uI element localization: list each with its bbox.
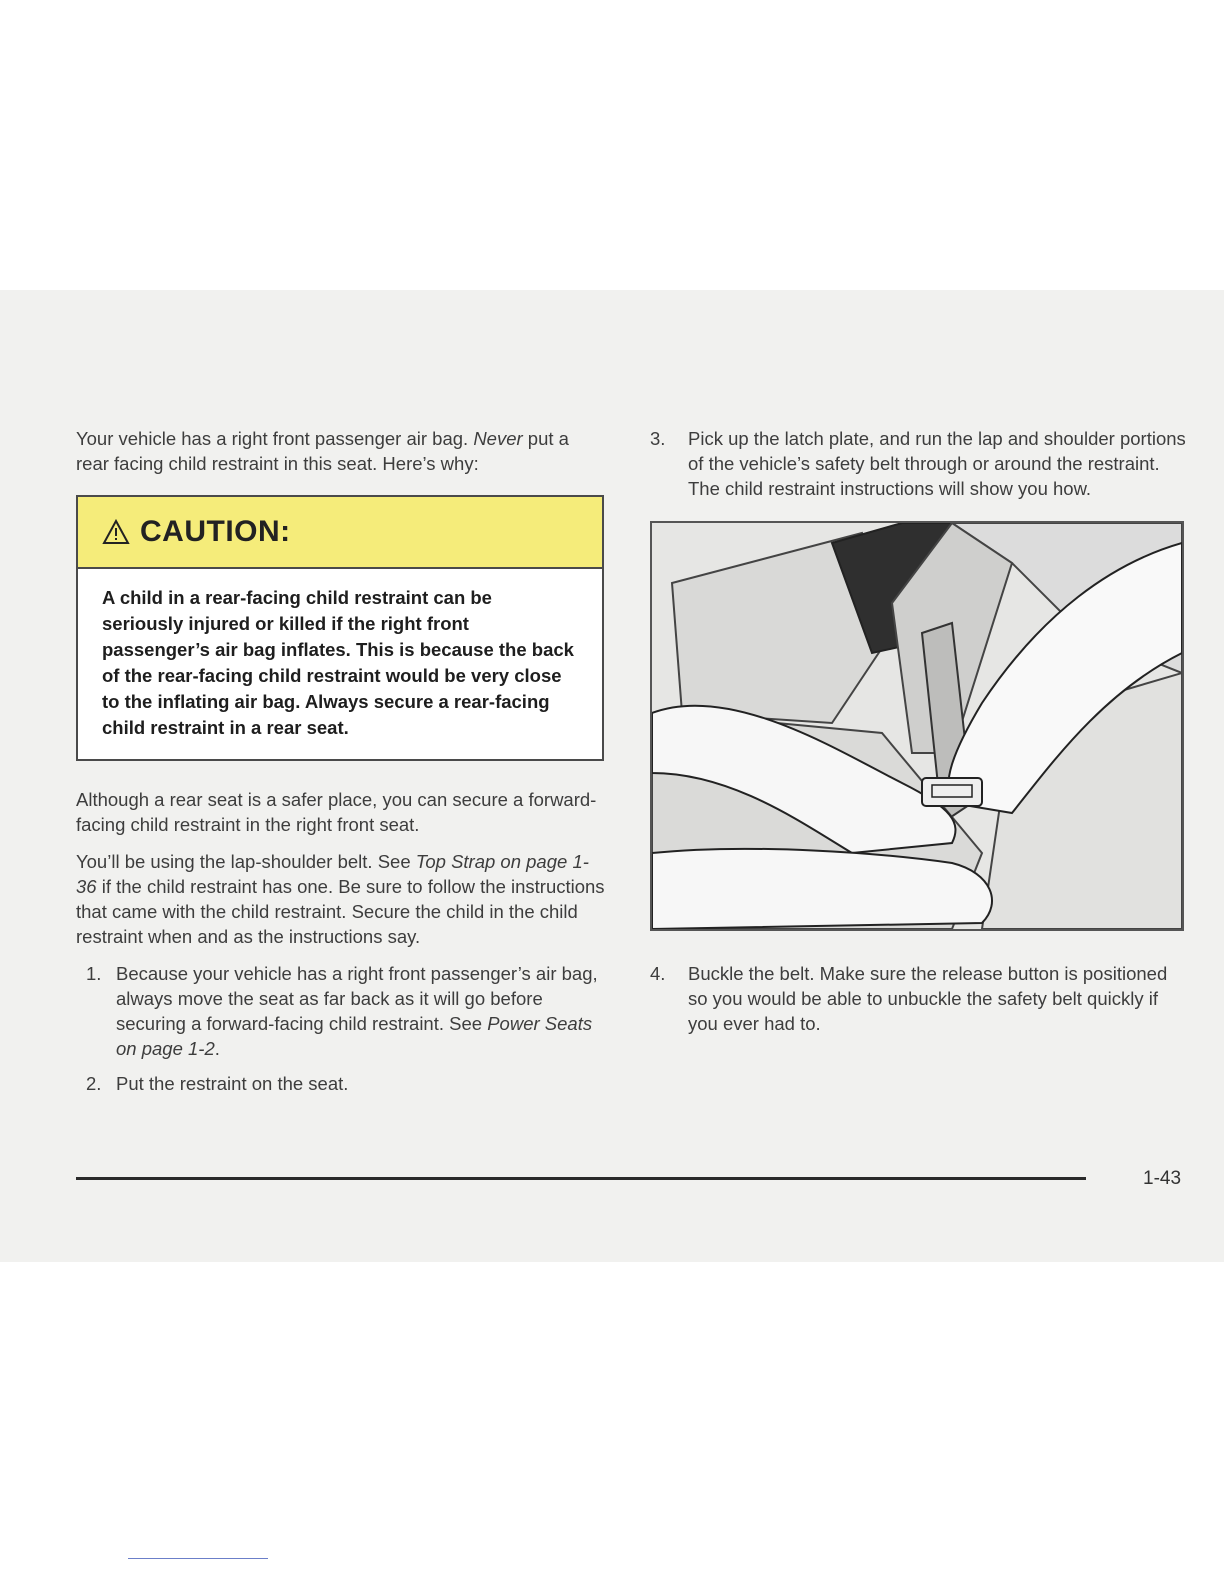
step-number: 3. (650, 428, 666, 449)
page-number: 1-43 (1143, 1168, 1182, 1189)
step-text: Buckle the belt. Make sure the release button is positioned so you would be able to unbuckle the safety belt quickly if you ever had to. (688, 963, 1168, 1034)
intro-emphasis: Never (473, 428, 523, 449)
step-text: Pick up the latch plate, and run the lap and shoulder portions of the vehicle’s safety belt through or around the restraint. The child restraint instructions will show you how. (688, 428, 1186, 499)
step-text (116, 961, 606, 1061)
caution-text: A child in a rear-facing child restraint can be seriously injured or killed if the right front passenger’s air bag inflates. This is because the back of the rear-facing child restraint would be very close to the inflating air bag. Always secure a rear-facing child restraint in a rear seat. (102, 587, 574, 738)
caution-header (78, 497, 602, 569)
step-number: 2. (86, 1073, 102, 1094)
intro-text: Your vehicle has a right front passenger air bag. (76, 428, 474, 449)
list-item (76, 961, 606, 1061)
paragraph-lap-shoulder (76, 849, 606, 949)
step-number: 1. (86, 963, 102, 984)
list-item (650, 961, 1190, 1036)
right-column (650, 426, 1190, 1046)
intro-paragraph (76, 426, 606, 476)
footer-line (128, 1558, 268, 1559)
step-1-text: Because your vehicle has a right front passenger’s air bag, always move the seat as far back as it will go before securing a forward-facing child restraint. See (116, 963, 598, 1034)
para2-text: You’ll be using the lap-shoulder belt. See (76, 851, 416, 872)
link-power-seats[interactable]: Power Seats on page 1-2 (116, 1013, 593, 1059)
step-number: 4. (650, 963, 666, 984)
warning-triangle-icon (102, 519, 130, 545)
intro-text-continued: put a rear facing child restraint in this seat. Here’s why: (76, 428, 569, 474)
list-item (76, 1071, 606, 1096)
left-column (76, 426, 606, 1106)
caution-title: CAUTION: (140, 515, 291, 548)
step-1-end: . (214, 1038, 220, 1059)
caution-box (76, 495, 604, 761)
list-item (650, 426, 1190, 501)
link-top-strap[interactable]: Top Strap on page 1-36 (76, 851, 589, 897)
paragraph-rear-seat: Although a rear seat is a safer place, you can secure a forward-facing child restraint in the right front seat. (76, 789, 597, 835)
bottom-rule (76, 1177, 1086, 1180)
seat-belt-illustration (650, 521, 1184, 931)
steps-list-right-2 (650, 961, 1190, 1036)
illustration-drawing (652, 523, 1182, 929)
para2-text-continued: if the child restraint has one. Be sure to follow the instructions that came with the child restraint. Secure the child in the child restraint when and as the instructions say. (76, 876, 605, 947)
step-text: Put the restraint on the seat. (116, 1073, 349, 1094)
steps-list-right (650, 426, 1190, 501)
steps-list-left (76, 961, 606, 1096)
